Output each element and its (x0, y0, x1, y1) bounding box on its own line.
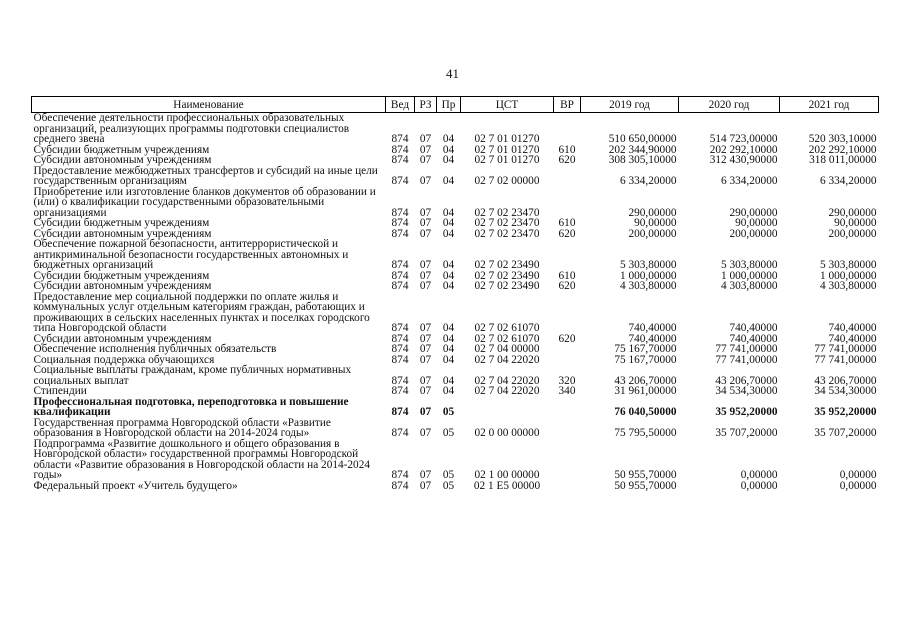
cell-name: Субсидии автономным учреждениям (33, 227, 212, 240)
cell-2019: 6 334,20000 (620, 175, 677, 187)
cell-2019: 308 305,10000 (608, 154, 677, 166)
cell-ved: 874 (391, 143, 409, 156)
cell-2020: 200,00000 (729, 227, 778, 240)
header-2019: 2019 год (581, 97, 679, 113)
cell-ved: 874 (391, 353, 409, 366)
cell-rz: 07 (419, 227, 432, 240)
cell-vr (554, 481, 581, 492)
cell-name: Обеспечение исполнения публичных обязательств (33, 343, 277, 355)
cell-2019: 76 040,50000 (614, 406, 677, 418)
cell-vr (554, 239, 581, 271)
cell-cst: 02 7 02 23470 (474, 206, 540, 219)
cell-2019: 290,00000 (628, 206, 677, 219)
cell-cst: 02 1 00 00000 (474, 469, 540, 481)
table-row (32, 155, 879, 166)
cell-rz: 07 (419, 206, 432, 219)
cell-ved: 874 (391, 133, 409, 145)
table-row (32, 292, 879, 334)
cell-2019: 740,40000 (628, 322, 677, 334)
cell-ved: 874 (391, 385, 409, 397)
cell-2020: 4 303,80000 (721, 280, 778, 292)
cell-pr: 04 (442, 322, 455, 334)
cell-ved: 874 (391, 269, 409, 282)
cell-name: Субсидии автономным учреждениям (33, 280, 212, 292)
table-row (32, 344, 879, 355)
cell-2021: 0,00000 (839, 469, 877, 481)
cell-2021: 1 000,00000 (820, 269, 877, 282)
cell-vr (554, 187, 581, 219)
cell-cst (461, 397, 554, 418)
cell-2020: 514 723,00000 (709, 133, 778, 145)
table-row (32, 365, 879, 386)
cell-cst: 02 7 04 22020 (474, 385, 540, 397)
cell-cst: 02 7 04 22020 (474, 353, 540, 366)
cell-pr: 04 (442, 259, 455, 271)
cell-name: Социальные выплаты гражданам, кроме публичных нормативных социальных выплат (33, 364, 352, 387)
cell-2021: 740,40000 (828, 322, 877, 334)
table-header-row (32, 97, 879, 113)
cell-pr: 05 (442, 469, 455, 481)
cell-cst: 02 7 01 01270 (474, 143, 540, 156)
cell-vr: 620 (558, 154, 576, 166)
cell-cst: 02 0 00 00000 (474, 427, 540, 439)
cell-cst: 02 7 02 00000 (474, 175, 540, 187)
cell-cst: 02 7 02 23470 (474, 227, 540, 240)
table-row (32, 218, 879, 229)
cell-vr (554, 418, 581, 439)
cell-2019: 90,00000 (634, 217, 677, 229)
header-2021: 2021 год (780, 97, 879, 113)
cell-cst: 02 7 01 01270 (474, 133, 540, 145)
cell-name: Субсидии бюджетным учреждениям (33, 269, 210, 282)
cell-2021: 34 534,30000 (814, 385, 877, 397)
cell-2021: 77 741,00000 (814, 353, 877, 366)
cell-2021: 5 303,80000 (820, 259, 877, 271)
cell-pr: 04 (442, 343, 455, 355)
cell-vr (554, 113, 581, 145)
cell-ved: 874 (391, 280, 409, 292)
page-number: 41 (446, 66, 459, 81)
cell-name: Федеральный проект «Учитель будущего» (33, 479, 238, 492)
header-ved: Вед (386, 97, 415, 113)
cell-rz: 07 (419, 385, 432, 397)
cell-2021: 43 206,70000 (814, 374, 877, 387)
cell-vr: 620 (558, 280, 576, 292)
cell-ved: 874 (391, 206, 409, 219)
cell-cst: 02 7 02 23490 (474, 269, 540, 282)
cell-rz: 07 (419, 332, 432, 345)
cell-name: Государственная программа Новгородской области «Развитие образования в Новгородской области на 2014-2024 годы» (33, 416, 331, 439)
cell-rz: 07 (419, 280, 432, 292)
cell-rz: 07 (419, 143, 432, 156)
cell-2021: 0,00000 (839, 479, 877, 492)
cell-pr: 04 (442, 154, 455, 166)
cell-ved: 874 (391, 175, 409, 187)
cell-2019: 50 955,70000 (614, 469, 677, 481)
cell-2021: 4 303,80000 (820, 280, 877, 292)
cell-2020: 0,00000 (740, 469, 778, 481)
cell-ved: 874 (391, 374, 409, 387)
cell-vr: 320 (558, 374, 576, 387)
cell-rz: 07 (419, 406, 432, 418)
cell-rz: 07 (419, 322, 432, 334)
cell-cst: 02 1 E5 00000 (473, 479, 541, 492)
cell-cst: 02 7 02 23490 (474, 259, 540, 271)
cell-ved: 874 (391, 227, 409, 240)
cell-2020: 290,00000 (729, 206, 778, 219)
budget-table (31, 96, 879, 491)
cell-ved: 874 (391, 343, 409, 355)
header-cst: ЦСТ (461, 97, 554, 113)
header-rz: РЗ (415, 97, 437, 113)
cell-name: Приобретение или изготовление бланков документов об образовании и (или) о квалификации государственными образовательными организациями (33, 185, 376, 219)
cell-name: Субсидии бюджетным учреждениям (33, 217, 210, 229)
table-body (32, 113, 879, 492)
cell-2021: 6 334,20000 (820, 175, 877, 187)
cell-pr: 04 (442, 353, 455, 366)
cell-vr (554, 355, 581, 366)
cell-cst: 02 7 02 61070 (474, 322, 540, 334)
cell-rz: 07 (419, 374, 432, 387)
cell-2019: 202 344,90000 (608, 143, 677, 156)
cell-2020: 6 334,20000 (721, 175, 778, 187)
cell-ved: 874 (391, 217, 409, 229)
cell-ved: 874 (391, 427, 409, 439)
cell-2021: 35 952,20000 (814, 406, 877, 418)
cell-pr: 04 (442, 385, 455, 397)
cell-rz: 07 (419, 217, 432, 229)
cell-ved: 874 (391, 479, 409, 492)
cell-rz: 07 (419, 469, 432, 481)
cell-2019: 4 303,80000 (620, 280, 677, 292)
cell-rz: 07 (419, 479, 432, 492)
cell-vr (554, 292, 581, 334)
header-pr: Пр (437, 97, 461, 113)
cell-2019: 200,00000 (628, 227, 677, 240)
table-row (32, 481, 879, 492)
cell-vr: 620 (558, 227, 576, 240)
cell-cst: 02 7 02 23490 (474, 280, 540, 292)
table-row (32, 439, 879, 481)
header-2020: 2020 год (679, 97, 780, 113)
cell-cst: 02 7 04 00000 (474, 343, 540, 355)
cell-2020: 202 292,10000 (709, 143, 778, 156)
cell-name: Обеспечение пожарной безопасности, антитеррористической и антикриминальной безопасности государственных автономных и бюджетных организаций (33, 238, 349, 271)
cell-name: Субсидии автономным учреждениям (33, 332, 212, 345)
cell-rz: 07 (419, 259, 432, 271)
cell-ved: 874 (391, 154, 409, 166)
cell-name: Субсидии автономным учреждениям (33, 154, 212, 166)
header-name: Наименование (32, 97, 386, 113)
header-vr: ВР (554, 97, 581, 113)
cell-name: Подпрограмма «Развитие дошкольного и общего образования в Новгородской области» государственной программы Новгородской области «Развитие образования в Новгородской области на 2014-2024 годы» (33, 437, 370, 481)
cell-2019: 75 167,70000 (614, 343, 677, 355)
cell-2019: 75 795,50000 (614, 427, 677, 439)
cell-rz: 07 (419, 133, 432, 145)
cell-pr: 04 (442, 175, 455, 187)
cell-2020: 312 430,90000 (709, 154, 778, 166)
cell-pr: 04 (442, 227, 455, 240)
cell-vr (554, 439, 581, 481)
cell-vr: 610 (558, 143, 576, 156)
cell-name: Стипендии (33, 385, 87, 397)
cell-vr: 610 (558, 269, 576, 282)
cell-2020: 34 534,30000 (715, 385, 778, 397)
cell-vr (554, 344, 581, 355)
table-row (32, 281, 879, 292)
cell-pr: 05 (442, 427, 455, 439)
table-row (32, 187, 879, 219)
cell-rz: 07 (419, 175, 432, 187)
table-row (32, 397, 879, 418)
cell-rz: 07 (419, 353, 432, 366)
cell-2020: 740,40000 (729, 332, 778, 345)
cell-2021: 520 303,10000 (808, 133, 877, 145)
cell-2021: 77 741,00000 (814, 343, 877, 355)
cell-2020: 1 000,00000 (721, 269, 778, 282)
cell-2021: 90,00000 (834, 217, 877, 229)
cell-vr: 620 (558, 332, 576, 345)
cell-pr: 05 (442, 479, 455, 492)
cell-2020: 77 741,00000 (715, 343, 778, 355)
cell-ved: 874 (391, 469, 409, 481)
cell-pr: 04 (442, 269, 455, 282)
cell-2019: 43 206,70000 (614, 374, 677, 387)
cell-cst: 02 7 01 01270 (474, 154, 540, 166)
cell-2019: 50 955,70000 (614, 479, 677, 492)
cell-2021: 200,00000 (828, 227, 877, 240)
cell-rz: 07 (419, 154, 432, 166)
cell-ved: 874 (391, 322, 409, 334)
cell-name: Профессиональная подготовка, переподготовка и повышение квалификации (33, 395, 349, 418)
cell-ved: 874 (391, 406, 409, 418)
table-row (32, 113, 879, 145)
table-row (32, 418, 879, 439)
cell-2020: 43 206,70000 (715, 374, 778, 387)
cell-pr: 04 (442, 206, 455, 219)
cell-cst: 02 7 02 23470 (474, 217, 540, 229)
cell-ved: 874 (391, 332, 409, 345)
cell-2021: 202 292,10000 (808, 143, 877, 156)
cell-name: Социальная поддержка обучающихся (33, 353, 215, 366)
cell-2020: 740,40000 (729, 322, 778, 334)
cell-ved: 874 (391, 259, 409, 271)
cell-2021: 35 707,20000 (814, 427, 877, 439)
table-row (32, 239, 879, 271)
cell-name: Обеспечение деятельности профессиональных образовательных организаций, реализующих программы подготовки специалистов среднего звена (33, 112, 350, 145)
cell-name: Субсидии бюджетным учреждениям (33, 143, 210, 156)
cell-name: Предоставление мер социальной поддержки по оплате жилья и коммунальных услуг отдельным категориям граждан, работающих и проживающих в сельских населенных пунктах и поселках городского типа Новгородской области (33, 290, 370, 334)
cell-2020: 5 303,80000 (721, 259, 778, 271)
cell-2021: 290,00000 (828, 206, 877, 219)
cell-2019: 740,40000 (628, 332, 677, 345)
cell-pr: 05 (442, 406, 455, 418)
cell-rz: 07 (419, 269, 432, 282)
cell-2020: 0,00000 (740, 479, 778, 492)
cell-vr (554, 166, 581, 187)
cell-2021: 740,40000 (828, 332, 877, 345)
cell-2020: 90,00000 (735, 217, 778, 229)
table-row (32, 386, 879, 397)
cell-2021: 318 011,00000 (809, 154, 877, 166)
cell-name: Предоставление межбюджетных трансфертов и субсидий на иные цели государственным организациям (33, 164, 378, 187)
cell-pr: 04 (442, 217, 455, 229)
cell-cst: 02 7 02 61070 (474, 332, 540, 345)
cell-rz: 07 (419, 427, 432, 439)
cell-rz: 07 (419, 343, 432, 355)
cell-vr (554, 397, 581, 418)
cell-vr: 340 (558, 385, 576, 397)
cell-2020: 35 952,20000 (715, 406, 778, 418)
cell-cst: 02 7 04 22020 (474, 374, 540, 387)
cell-pr: 04 (442, 332, 455, 345)
cell-2019: 510 650,00000 (608, 133, 677, 145)
cell-2019: 1 000,00000 (620, 269, 677, 282)
cell-pr: 04 (442, 280, 455, 292)
cell-2019: 31 961,00000 (614, 385, 677, 397)
cell-2020: 35 707,20000 (715, 427, 778, 439)
cell-pr: 04 (442, 143, 455, 156)
cell-pr: 04 (442, 133, 455, 145)
cell-2020: 77 741,00000 (715, 353, 778, 366)
table-row (32, 166, 879, 187)
cell-2019: 5 303,80000 (620, 259, 677, 271)
cell-pr: 04 (442, 374, 455, 387)
cell-vr: 610 (558, 217, 576, 229)
cell-2019: 75 167,70000 (614, 353, 677, 366)
